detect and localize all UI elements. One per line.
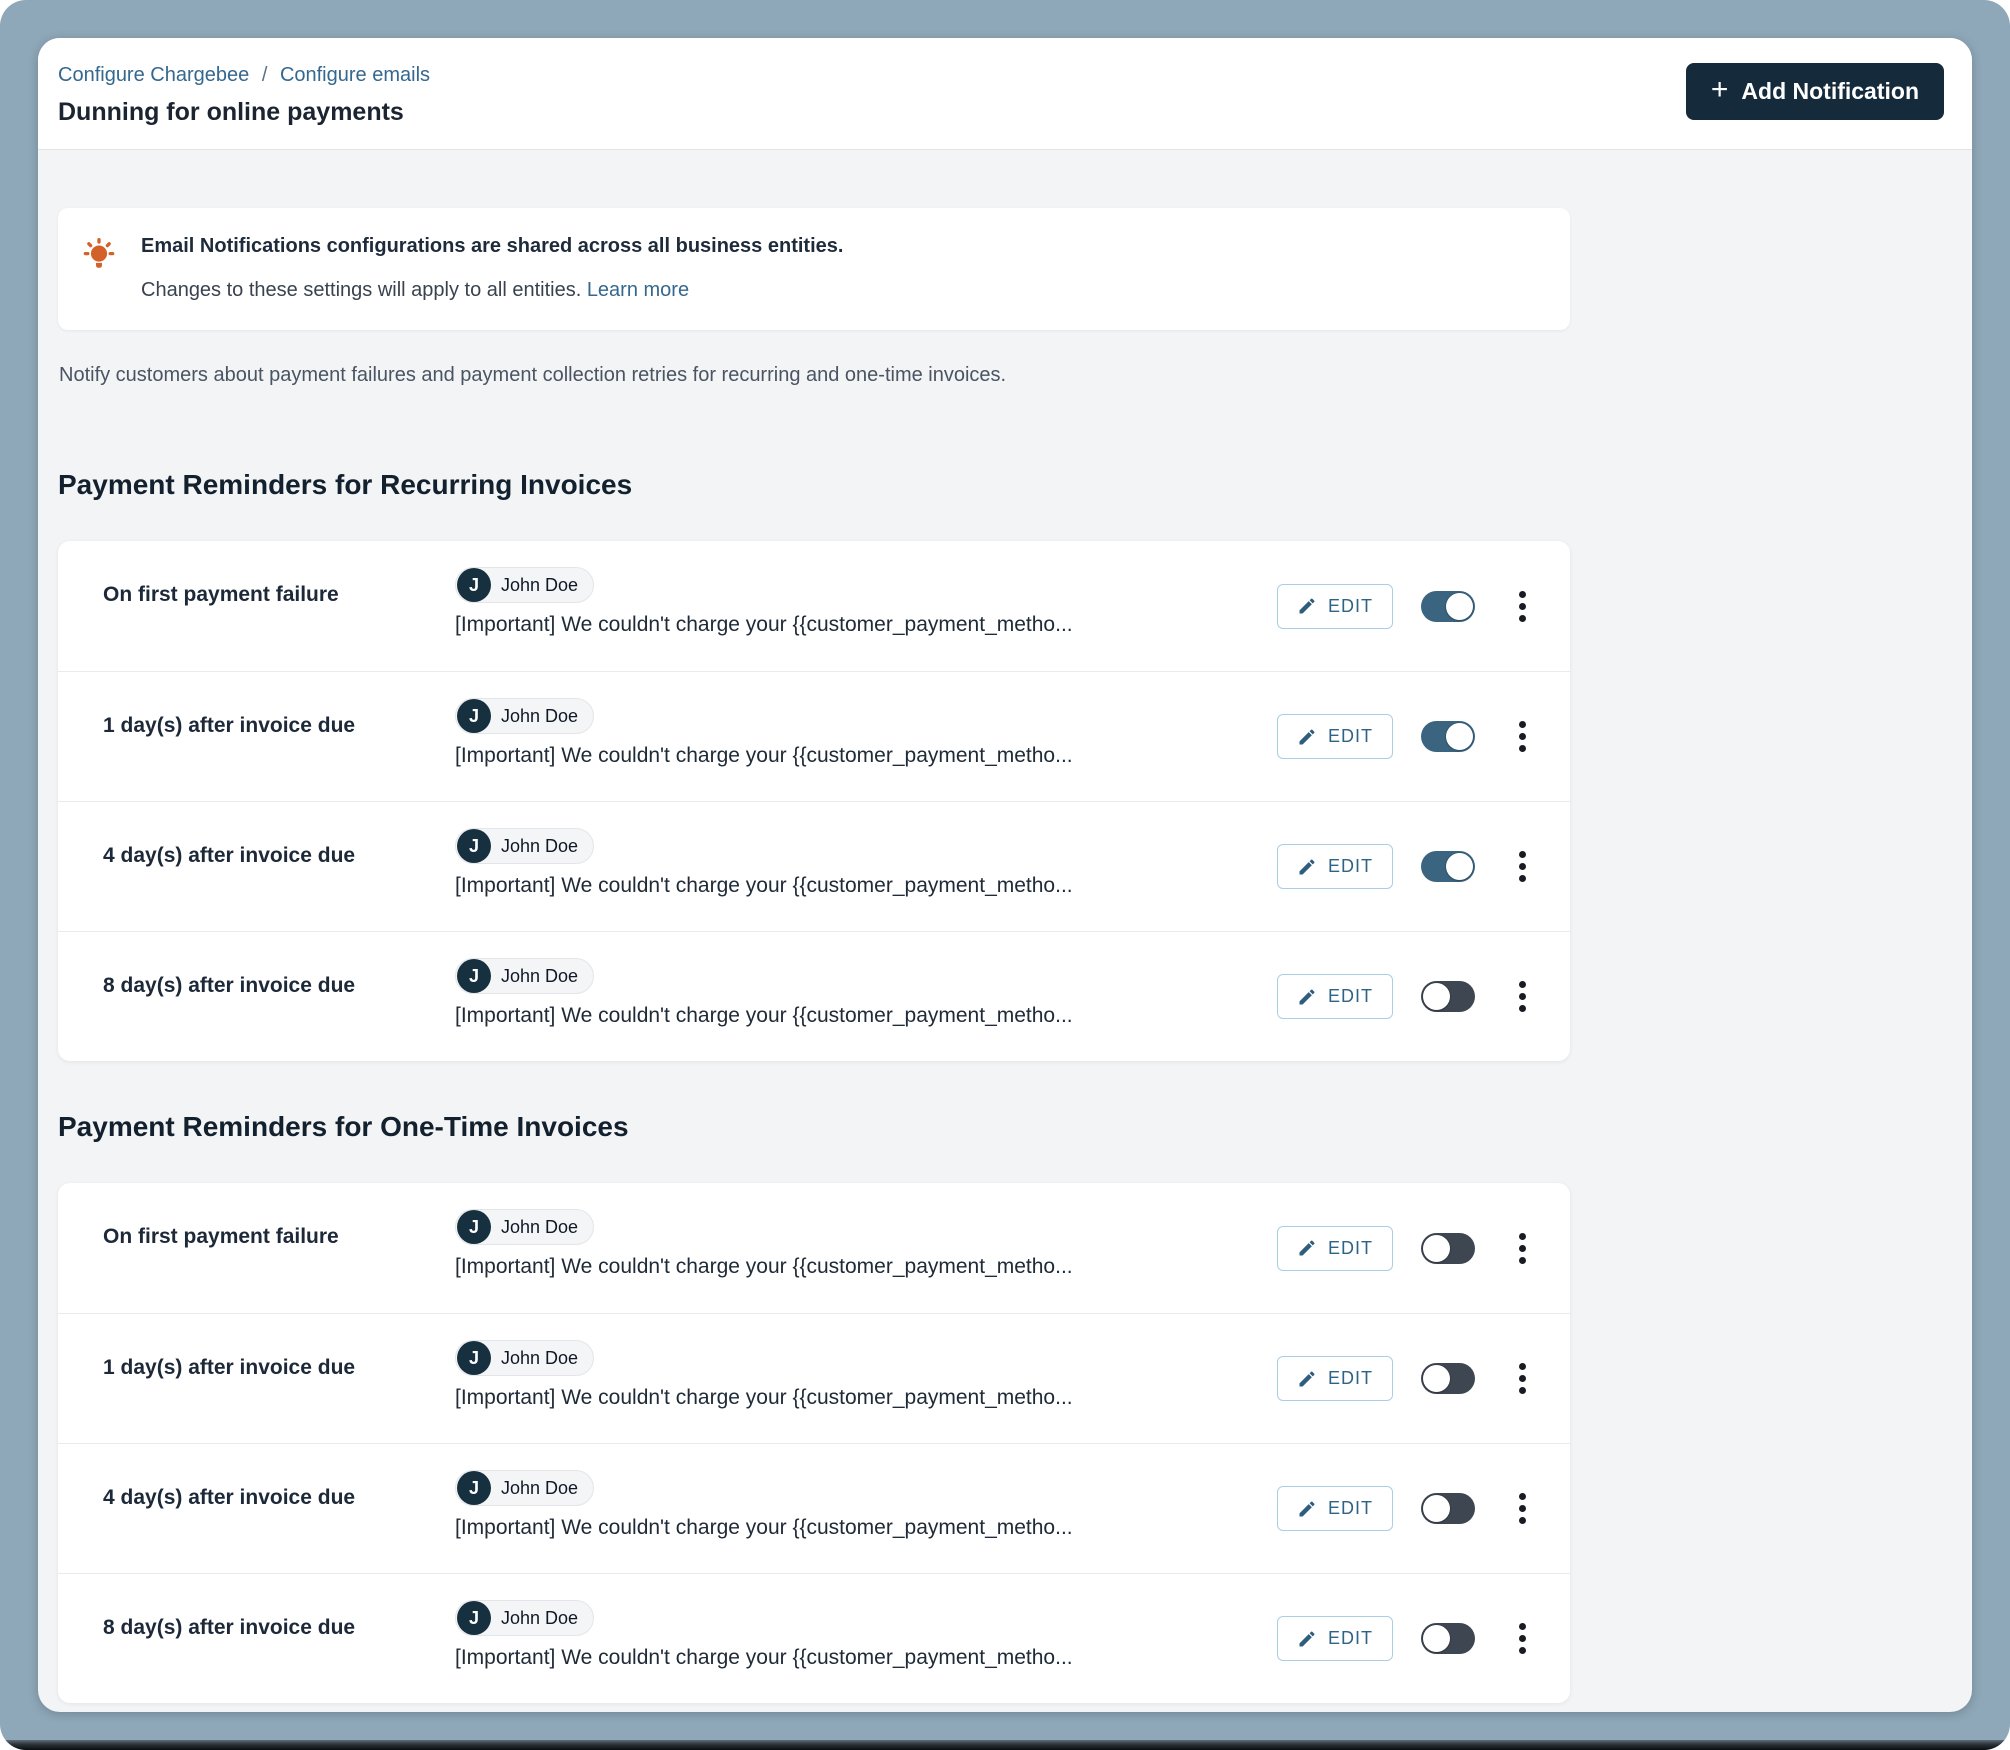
enable-toggle[interactable] [1421, 1233, 1475, 1264]
enable-toggle[interactable] [1421, 1623, 1475, 1654]
section-heading: Payment Reminders for Recurring Invoices [58, 469, 633, 500]
email-subject: [Important] We couldn't charge your {{customer_payment_metho... [455, 874, 1073, 897]
pencil-icon [1297, 596, 1317, 616]
email-subject: [Important] We couldn't charge your {{customer_payment_metho... [455, 1386, 1073, 1409]
toggle-knob [1446, 723, 1473, 750]
row-actions [1277, 1356, 1530, 1401]
sender-pill [455, 1209, 594, 1245]
sender-name: John Doe [501, 705, 579, 726]
edit-button[interactable] [1277, 1616, 1393, 1661]
notification-section [58, 1109, 1952, 1703]
banner-body-text: Changes to these settings will apply to all entities. [141, 279, 582, 301]
pencil-icon [1297, 1369, 1317, 1389]
sender-name: John Doe [501, 965, 579, 986]
kebab-menu-icon[interactable] [1515, 1619, 1530, 1658]
notification-trigger-label: 1 day(s) after invoice due [103, 1356, 356, 1379]
sender-avatar: J [457, 1601, 491, 1635]
enable-toggle[interactable] [1421, 721, 1475, 752]
notification-trigger-label: 1 day(s) after invoice due [103, 714, 356, 737]
sender-pill [455, 1340, 594, 1376]
learn-more-link[interactable]: Learn more [586, 279, 690, 301]
row-actions [1277, 1616, 1530, 1661]
row-actions [1277, 974, 1530, 1019]
notification-row [58, 671, 1570, 801]
banner-title: Email Notifications configurations are shared across all business entities. [141, 235, 844, 257]
notification-trigger-label: 8 day(s) after invoice due [103, 1616, 356, 1639]
edit-label: EDIT [1327, 1628, 1373, 1648]
section-heading: Payment Reminders for One-Time Invoices [58, 1111, 629, 1142]
edit-label: EDIT [1327, 986, 1373, 1006]
sender-pill [455, 1600, 594, 1636]
toggle-knob [1446, 853, 1473, 880]
email-subject: [Important] We couldn't charge your {{customer_payment_metho... [455, 1255, 1073, 1278]
breadcrumb-separator: / [261, 64, 268, 86]
toggle-knob [1423, 1235, 1450, 1262]
toggle-knob [1423, 1495, 1450, 1522]
sender-avatar: J [457, 829, 491, 863]
sender-pill [455, 698, 594, 734]
breadcrumb-link-configure-chargebee[interactable]: Configure Chargebee [58, 64, 250, 86]
email-subject: [Important] We couldn't charge your {{customer_payment_metho... [455, 613, 1073, 636]
pencil-icon [1297, 1629, 1317, 1649]
notification-row [58, 1183, 1570, 1313]
email-subject: [Important] We couldn't charge your {{customer_payment_metho... [455, 1004, 1073, 1027]
edit-button[interactable] [1277, 584, 1393, 629]
row-actions [1277, 714, 1530, 759]
sender-name: John Doe [501, 574, 579, 595]
notification-details [455, 541, 1277, 637]
row-actions [1277, 1486, 1530, 1531]
notification-details [455, 932, 1277, 1028]
notification-row [58, 1573, 1570, 1703]
notification-details [455, 802, 1277, 898]
kebab-menu-icon[interactable] [1515, 1489, 1530, 1528]
app-panel [38, 38, 1972, 1712]
header-left [58, 62, 430, 128]
toggle-knob [1446, 593, 1473, 620]
toggle-knob [1423, 1625, 1450, 1652]
notification-details [455, 672, 1277, 768]
lightbulb-icon [78, 232, 120, 302]
enable-toggle[interactable] [1421, 1363, 1475, 1394]
notification-row [58, 1313, 1570, 1443]
sender-avatar: J [457, 699, 491, 733]
sender-avatar: J [457, 568, 491, 602]
sender-name: John Doe [501, 835, 579, 856]
kebab-menu-icon[interactable] [1515, 977, 1530, 1016]
edit-label: EDIT [1327, 856, 1373, 876]
notification-trigger-label: 4 day(s) after invoice due [103, 844, 356, 867]
edit-button[interactable] [1277, 1486, 1393, 1531]
notification-details [455, 1183, 1277, 1279]
enable-toggle[interactable] [1421, 1493, 1475, 1524]
kebab-menu-icon[interactable] [1515, 1229, 1530, 1268]
pencil-icon [1297, 1499, 1317, 1519]
notification-details [455, 1574, 1277, 1670]
sender-pill [455, 958, 594, 994]
notification-trigger-label: 8 day(s) after invoice due [103, 974, 356, 997]
enable-toggle[interactable] [1421, 851, 1475, 882]
notification-card [58, 541, 1570, 1061]
notification-details [455, 1314, 1277, 1410]
sections-container [58, 467, 1952, 1703]
notification-card [58, 1183, 1570, 1703]
sender-pill [455, 828, 594, 864]
page-header [38, 38, 1972, 150]
notification-row [58, 541, 1570, 671]
notification-row [58, 801, 1570, 931]
kebab-menu-icon[interactable] [1515, 1359, 1530, 1398]
edit-label: EDIT [1327, 1368, 1373, 1388]
enable-toggle[interactable] [1421, 591, 1475, 622]
enable-toggle[interactable] [1421, 981, 1475, 1012]
email-subject: [Important] We couldn't charge your {{customer_payment_metho... [455, 1516, 1073, 1539]
toggle-knob [1423, 983, 1450, 1010]
sender-name: John Doe [501, 1216, 579, 1237]
page-title: Dunning for online payments [58, 98, 404, 126]
kebab-menu-icon[interactable] [1515, 847, 1530, 886]
edit-label: EDIT [1327, 1237, 1373, 1258]
email-subject: [Important] We couldn't charge your {{customer_payment_metho... [455, 1646, 1073, 1669]
add-notification-button[interactable] [1686, 63, 1944, 120]
breadcrumb-link-configure-emails[interactable]: Configure emails [279, 64, 431, 86]
notification-trigger-label: On first payment failure [103, 583, 339, 606]
bottom-edge-strip [0, 1740, 2010, 1750]
sender-name: John Doe [501, 1347, 579, 1368]
plus-icon: + [1710, 72, 1729, 106]
banner-text [141, 232, 843, 302]
sender-avatar: J [457, 1341, 491, 1375]
kebab-menu-icon[interactable] [1515, 587, 1530, 626]
edit-button[interactable] [1277, 1226, 1393, 1271]
kebab-menu-icon[interactable] [1515, 717, 1530, 756]
edit-button[interactable] [1277, 844, 1393, 889]
notification-trigger-label: On first payment failure [103, 1225, 339, 1248]
edit-label: EDIT [1327, 595, 1373, 616]
edit-button[interactable] [1277, 1356, 1393, 1401]
pencil-icon [1297, 1238, 1317, 1258]
edit-button[interactable] [1277, 714, 1393, 759]
pencil-icon [1297, 727, 1317, 747]
toggle-knob [1423, 1365, 1450, 1392]
row-actions [1277, 584, 1530, 629]
main-content [38, 150, 1972, 1703]
edit-button[interactable] [1277, 974, 1393, 1019]
sender-avatar: J [457, 1210, 491, 1244]
edit-label: EDIT [1327, 1498, 1373, 1518]
sender-name: John Doe [501, 1477, 579, 1498]
edit-label: EDIT [1327, 726, 1373, 746]
sender-pill [455, 1470, 594, 1506]
info-banner [58, 208, 1570, 330]
sender-name: John Doe [501, 1607, 579, 1628]
sender-avatar: J [457, 959, 491, 993]
notification-row [58, 931, 1570, 1061]
pencil-icon [1297, 987, 1317, 1007]
notification-details [455, 1444, 1277, 1540]
notification-section [58, 467, 1952, 1061]
page-description: Notify customers about payment failures and payment collection retries for recurring and one-time invoices. [59, 364, 1007, 386]
pencil-icon [1297, 857, 1317, 877]
row-actions [1277, 844, 1530, 889]
email-subject: [Important] We couldn't charge your {{customer_payment_metho... [455, 744, 1073, 767]
notification-row [58, 1443, 1570, 1573]
breadcrumb [58, 62, 430, 88]
notification-trigger-label: 4 day(s) after invoice due [103, 1486, 356, 1509]
sender-pill [455, 567, 594, 603]
add-notification-label: Add Notification [1741, 78, 1919, 104]
row-actions [1277, 1226, 1530, 1271]
sender-avatar: J [457, 1471, 491, 1505]
banner-body [141, 279, 843, 302]
